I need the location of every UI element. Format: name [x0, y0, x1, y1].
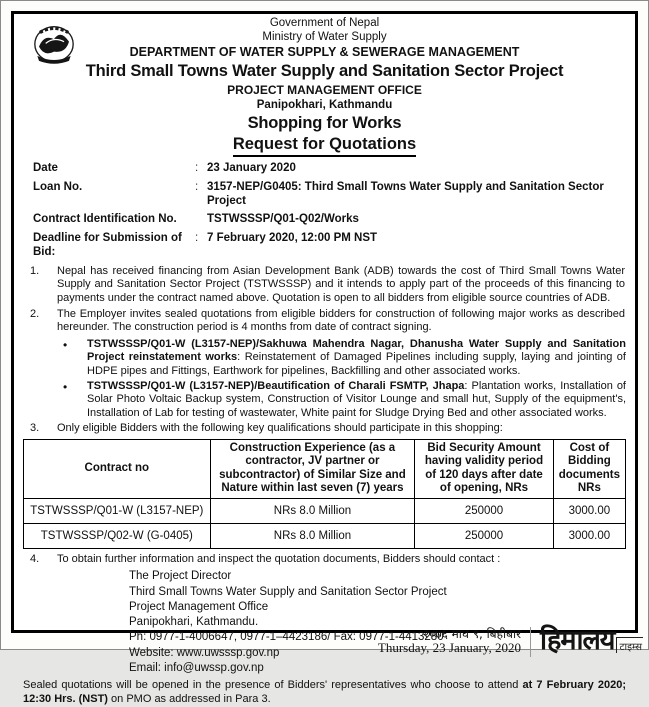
paragraph-4: [23, 553, 626, 566]
paragraph-text: The Employer invites sealed quotations from eligible bidders for construction of following major works as described hereunder. The construction period is 4 months from date of contract signing.: [57, 308, 625, 334]
meta-row-loan-no: [33, 181, 626, 209]
govt-line: Government of Nepal: [269, 17, 380, 29]
list-number: 2.: [30, 308, 40, 320]
meta-row-date: [33, 162, 626, 176]
newspaper-suffix: टाइम्स: [616, 637, 643, 653]
paragraph-2: [23, 308, 626, 335]
meta-value: TSTWSSSP/Q01-Q02/Works: [207, 213, 359, 226]
col-header-document-cost: Cost of Bidding documents NRs: [553, 439, 625, 498]
contact-phone: Ph: 0977-1-4006647, 0977-1–4423186/ Fax: 0977-1-4413280: [129, 631, 444, 644]
newspaper-footer: [378, 625, 643, 659]
table-header-row: [24, 439, 626, 498]
closing-text-pre: Sealed quotations will be opened in the presence of Bidders' representatives who choose to attend: [23, 679, 523, 692]
meta-colon: [195, 213, 207, 227]
cell-bid-security: 250000: [415, 498, 553, 523]
list-number: 1.: [30, 264, 40, 277]
meta-section: [33, 162, 626, 260]
cell-bid-security: 250000: [415, 523, 553, 548]
meta-value: 3157-NEP/G0405: Third Small Towns Water Supply and Sanitation Sector Project: [207, 180, 604, 207]
contact-website: Website: www.uwsssp.gov.np: [129, 646, 280, 659]
cell-experience: NRs 8.0 Million: [210, 498, 415, 523]
table-row: [24, 498, 626, 523]
department-line: DEPARTMENT OF WATER SUPPLY & SEWERAGE MANAGEMENT: [129, 45, 520, 60]
nepali-date: २०७६ माघ ९, बिहीबार: [422, 626, 521, 641]
meta-label: Loan No.: [33, 180, 83, 193]
work-bullet-1: [63, 338, 626, 378]
footer-divider: [530, 627, 531, 657]
closing-paragraph: [23, 679, 626, 707]
list-number: 3.: [30, 422, 40, 435]
work-bullet-2: [63, 380, 626, 420]
address-line: Panipokhari, Kathmandu: [256, 98, 393, 111]
meta-row-deadline: [33, 232, 626, 260]
qualifications-table: [23, 439, 626, 549]
paragraph-text: To obtain further information and inspect the quotation documents, Bidders should contact :: [57, 552, 501, 565]
paragraph-text: Only eligible Bidders with the following key qualifications should participate in this shopping:: [57, 422, 503, 435]
nepal-emblem-icon: [29, 21, 79, 69]
table-row: [24, 523, 626, 548]
shopping-for-works-title: Shopping for Works: [247, 114, 402, 133]
document-header: [23, 17, 626, 157]
work-description: : Plantation works, Installation of Solar Photo Voltaic Backup system, Construction of Visitor Lounge and small hut, Supply of the equipment's, Installation of Lab for testing of wastewater, White paint for Sludge Drying Bed and other associated works.: [87, 380, 626, 419]
list-number: 4.: [30, 552, 40, 565]
meta-colon: :: [195, 232, 199, 245]
himalaya-times-logo: [540, 624, 643, 656]
contact-project: Third Small Towns Water Supply and Sanitation Sector Project: [129, 585, 447, 598]
cell-document-cost: 3000.00: [553, 498, 625, 523]
meta-row-contract-id: [33, 213, 626, 227]
bullet-text: [87, 338, 626, 378]
newspaper-name: हिमालय: [540, 624, 615, 656]
project-title: Third Small Towns Water Supply and Sanitation Sector Project: [85, 61, 564, 80]
contact-email: Email: info@uwssp.gov.np: [129, 662, 264, 674]
meta-label: Deadline for Submission of Bid:: [33, 232, 182, 258]
meta-value: 23 January 2020: [207, 162, 296, 174]
contact-address: Panipokhari, Kathmandu.: [129, 616, 259, 629]
contact-block: [129, 569, 626, 676]
work-description: : Reinstatement of Damaged Pipelines including supply, laying and jointing of HDPE pipes and Fittings, Earthwork for pipelines, Backfilling and other associated works.: [87, 351, 626, 377]
contact-office: Project Management Office: [129, 600, 269, 613]
meta-label: Date: [33, 162, 58, 174]
meta-value: 7 February 2020, 12:00 PM NST: [207, 232, 378, 245]
pmo-line: PROJECT MANAGEMENT OFFICE: [227, 83, 422, 98]
col-header-contract-no: Contract no: [24, 439, 211, 498]
work-title: TSTWSSSP/Q01-W (L3157-NEP)/Sakhuwa Mahendra Nagar, Dhanusha Water Supply and Sanitation Project reinstatement works: [87, 337, 626, 364]
ministry-line: Ministry of Water Supply: [262, 30, 387, 43]
meta-label: Contract Identification No.: [33, 213, 177, 226]
paragraph-text: Nepal has received financing from Asian Development Bank (ADB) towards the cost of Third Small Towns Water Supply and Sanitation Sector Project (TSTWSSSP) and it intends to apply part of the proceeds of this financing to payments under the contract named above. Quotation is open to all bidders from eligible source countries of ADB.: [57, 264, 625, 304]
english-date: Thursday, 23 January, 2020: [377, 640, 521, 656]
cell-contract-no: TSTWSSSP/Q02-W (G-0405): [24, 523, 211, 548]
opening-datetime: at 7 February 2020; 12:30 Hrs. (NST): [23, 679, 626, 706]
publication-dates: [378, 628, 521, 657]
cell-contract-no: TSTWSSSP/Q01-W (L3157-NEP): [24, 498, 211, 523]
bullet-icon: •: [63, 337, 68, 352]
request-for-quotations-title: Request for Quotations: [23, 135, 626, 157]
col-header-bid-security: Bid Security Amount having validity period of 120 days after date of opening, NRs: [415, 439, 553, 498]
paragraph-3: [23, 422, 626, 435]
closing-text-post: on PMO as addressed in Para 3.: [107, 693, 271, 706]
meta-colon: :: [195, 180, 199, 193]
meta-colon: :: [195, 162, 199, 174]
cell-experience: NRs 8.0 Million: [210, 523, 415, 548]
work-title: TSTWSSSP/Q01-W (L3157-NEP)/Beautification of Charali FSMTP, Jhapa: [87, 380, 465, 393]
bullet-icon: •: [63, 380, 68, 395]
cell-document-cost: 3000.00: [553, 523, 625, 548]
col-header-experience: Construction Experience (as a contractor, JV partner or subcontractor) of Similar Size and Nature within last seven (7) years: [210, 439, 415, 498]
bullet-text: [87, 380, 626, 420]
contact-title: The Project Director: [129, 570, 232, 583]
paragraph-1: [23, 265, 626, 305]
